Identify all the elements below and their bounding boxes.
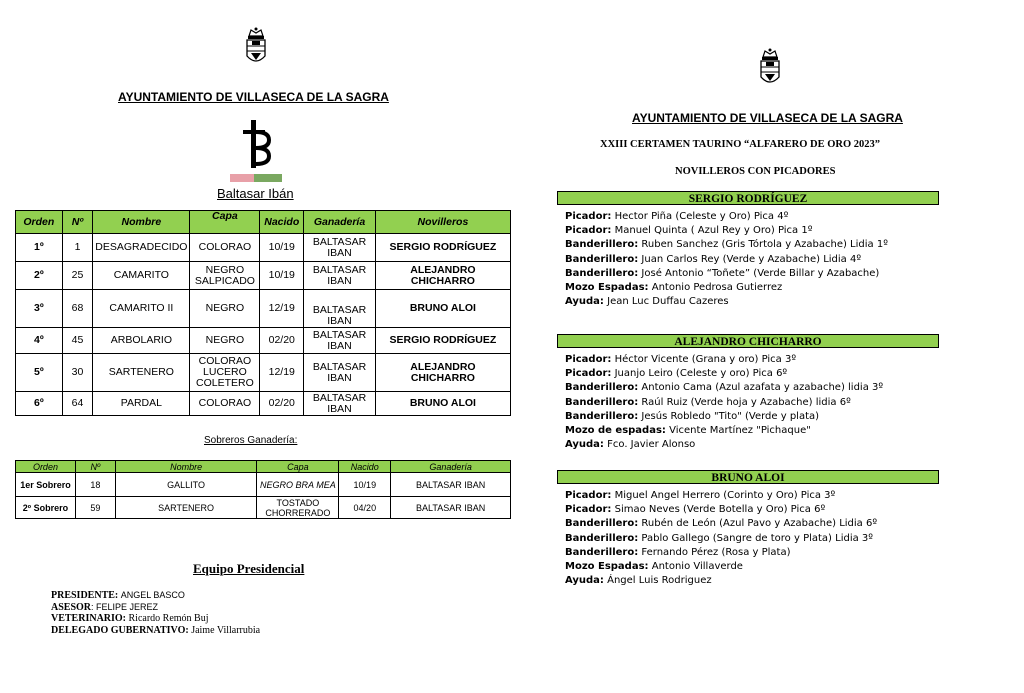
cell-ganaderia: BALTASAR IBAN — [304, 392, 376, 416]
list-item — [565, 381, 883, 395]
bulls-table — [15, 210, 511, 416]
table-row — [16, 354, 511, 392]
role-label: VETERINARIO: — [51, 613, 127, 624]
role-label: Banderillero: — [565, 396, 639, 408]
cell-ganaderia: BALTASAR IBAN — [304, 354, 376, 392]
cell-novillero: ALEJANDRO CHICHARRO — [375, 354, 510, 392]
list-item — [565, 253, 888, 267]
cell-capa: NEGRO BRA MEA — [257, 473, 339, 497]
list-item — [565, 238, 888, 252]
cell-nombre: SARTENERO — [115, 497, 257, 519]
col-nacido: Nacido — [260, 211, 304, 234]
role-label: Banderillero: — [565, 239, 639, 251]
role-label: Picador: — [565, 504, 612, 516]
sobreros-title: Sobreros Ganadería: — [204, 435, 298, 446]
cell-orden: 6º — [16, 392, 63, 416]
member-detail: Simao Neves (Verde Botella y Oro) Pica 6º — [614, 504, 826, 516]
cell-capa: COLORAO LUCERO COLETERO — [190, 354, 260, 392]
role-label: Mozo Espadas: — [565, 282, 649, 294]
cell-nombre: CAMARITO II — [93, 290, 190, 328]
role-label: Picador: — [565, 368, 612, 380]
presidencia-line — [51, 590, 260, 602]
col-novilleros: Novilleros — [375, 211, 510, 234]
role-label: Banderillero: — [565, 518, 639, 530]
col-nombre: Nombre — [115, 461, 257, 473]
col-ganaderia: Ganadería — [304, 211, 376, 234]
cell-novillero: SERGIO RODRÍGUEZ — [375, 328, 510, 354]
cell-capa: TOSTADO CHORRERADO — [257, 497, 339, 519]
cell-numero: 64 — [62, 392, 93, 416]
cell-orden: 2º — [16, 262, 63, 290]
list-item — [565, 489, 877, 503]
municipality-title: AYUNTAMIENTO DE VILLASECA DE LA SAGRA — [118, 90, 389, 104]
person-name: : FELIPE JEREZ — [91, 601, 159, 612]
table-row — [16, 234, 511, 262]
col-orden: Orden — [16, 211, 63, 234]
role-label: Ayuda: — [565, 296, 604, 308]
cell-nacido: 10/19 — [260, 262, 304, 290]
role-label: Mozo Espadas: — [565, 561, 649, 573]
member-detail: Raúl Ruiz (Verde hoja y Azabache) lidia 6º — [641, 396, 851, 408]
col-numero: Nº — [75, 461, 115, 473]
member-detail: Ángel Luis Rodriguez — [607, 575, 712, 587]
role-label: Banderillero: — [565, 267, 639, 279]
member-detail: Juan Carlos Rey (Verde y Azabache) Lidia 4º — [641, 253, 862, 265]
member-detail: Miguel Angel Herrero (Corinto y Oro) Pica 3º — [614, 490, 836, 501]
table-row — [16, 392, 511, 416]
person-name: ANGEL BASCO — [120, 590, 185, 600]
cell-orden: 1º — [16, 234, 63, 262]
member-detail: Juanjo Leiro (Celeste y oro) Pica 6º — [614, 368, 788, 380]
cell-orden: 4º — [16, 328, 63, 354]
cuadrilla-list — [565, 210, 888, 309]
member-detail: Fco. Javier Alonso — [607, 439, 696, 451]
cell-orden: 5º — [16, 354, 63, 392]
member-detail: Hector Piña (Celeste y Oro) Pica 4º — [614, 211, 789, 222]
role-label: Picador: — [565, 490, 612, 501]
list-item — [565, 574, 877, 588]
coat-of-arms-icon — [757, 46, 783, 90]
col-numero: Nº — [62, 211, 93, 234]
member-detail: Héctor Vicente (Grana y oro) Pica 3º — [614, 354, 797, 365]
cell-novillero: BRUNO ALOI — [375, 290, 510, 328]
brand-color-green — [254, 174, 282, 182]
cell-nacido: 04/20 — [339, 497, 391, 519]
presidencia-list — [51, 590, 260, 636]
cuadrilla-header: ALEJANDRO CHICHARRO — [557, 334, 939, 348]
list-item — [565, 396, 883, 410]
cell-ganaderia: BALTASAR IBAN — [304, 290, 376, 328]
cell-nacido: 10/19 — [339, 473, 391, 497]
member-detail: Jesús Robledo "Tito" (Verde y plata) — [641, 410, 820, 422]
role-label: PRESIDENTE: — [51, 590, 119, 601]
role-label: Ayuda: — [565, 575, 604, 587]
cell-numero: 59 — [75, 497, 115, 519]
cell-numero: 25 — [62, 262, 93, 290]
cell-nacido: 02/20 — [260, 392, 304, 416]
table-row — [16, 262, 511, 290]
col-orden: Orden — [16, 461, 76, 473]
list-item — [565, 267, 888, 281]
role-label: ASESOR — [51, 601, 92, 613]
col-ganaderia: Ganadería — [391, 461, 511, 473]
cell-nombre: PARDAL — [93, 392, 190, 416]
cell-capa: NEGRO — [190, 328, 260, 354]
cell-numero: 45 — [62, 328, 93, 354]
col-capa: Capa — [257, 461, 339, 473]
table-header-row — [16, 461, 511, 473]
list-item — [565, 281, 888, 295]
cuadrilla-list — [565, 353, 883, 452]
list-item — [565, 295, 888, 309]
member-detail: Antonio Villaverde — [651, 561, 743, 573]
cell-novillero: SERGIO RODRÍGUEZ — [375, 234, 510, 262]
list-item — [565, 532, 877, 546]
role-label: Banderillero: — [565, 410, 639, 422]
cell-nacido: 12/19 — [260, 354, 304, 392]
cell-nacido: 12/19 — [260, 290, 304, 328]
presidencia-line — [51, 602, 260, 614]
cell-nombre: SARTENERO — [93, 354, 190, 392]
coat-of-arms-icon — [243, 26, 269, 68]
member-detail: Jean Luc Duffau Cazeres — [607, 296, 729, 308]
cell-novillero: ALEJANDRO CHICHARRO — [375, 262, 510, 290]
member-detail: Antonio Pedrosa Gutierrez — [651, 282, 783, 294]
cell-orden: 3º — [16, 290, 63, 328]
role-label: Ayuda: — [565, 439, 604, 451]
cattle-brand-icon — [241, 118, 271, 170]
cell-orden: 2º Sobrero — [16, 497, 76, 519]
role-label: Banderillero: — [565, 532, 639, 544]
cell-capa: COLORAO — [190, 392, 260, 416]
cell-nombre: DESAGRADECIDO — [93, 234, 190, 262]
member-detail: Pablo Gallego (Sangre de toro y Plata) Lidia 3º — [641, 532, 873, 544]
cell-novillero: BRUNO ALOI — [375, 392, 510, 416]
cell-numero: 1 — [62, 234, 93, 262]
role-label: Banderillero: — [565, 546, 639, 558]
role-label: DELEGADO GUBERNATIVO: — [51, 624, 189, 636]
role-label: Picador: — [565, 225, 612, 237]
cuadrilla-list — [565, 489, 877, 588]
presidencia-title: Equipo Presidencial — [193, 561, 305, 576]
member-detail: Rubén de León (Azul Pavo y Azabache) Lidia 6º — [641, 518, 878, 530]
cell-capa: NEGRO — [190, 290, 260, 328]
cell-ganaderia: BALTASAR IBAN — [391, 497, 511, 519]
list-item — [565, 503, 877, 517]
list-item — [565, 560, 877, 574]
member-detail: Fernando Pérez (Rosa y Plata) — [641, 546, 791, 558]
cuadrilla-header: SERGIO RODRÍGUEZ — [557, 191, 939, 205]
cell-capa: COLORAO — [190, 234, 260, 262]
member-detail: José Antonio “Toñete” (Verde Billar y Azabache) — [641, 267, 880, 279]
list-item — [565, 353, 883, 367]
cell-ganaderia: BALTASAR IBAN — [391, 473, 511, 497]
cell-nombre: CAMARITO — [93, 262, 190, 290]
role-label: Picador: — [565, 354, 612, 365]
member-detail: Ruben Sanchez (Gris Tórtola y Azabache) Lidia 1º — [641, 239, 888, 251]
role-label: Picador: — [565, 211, 612, 222]
table-row — [16, 328, 511, 354]
cell-orden: 1er Sobrero — [16, 473, 76, 497]
ganaderia-name: Baltasar Ibán — [217, 186, 294, 201]
cell-numero: 18 — [75, 473, 115, 497]
municipality-title: AYUNTAMIENTO DE VILLASECA DE LA SAGRA — [632, 111, 903, 125]
sobreros-table — [15, 460, 511, 519]
table-header-row — [16, 211, 511, 234]
role-label: Mozo de espadas: — [565, 425, 666, 437]
cuadrilla-header: BRUNO ALOI — [557, 470, 939, 484]
list-item — [565, 438, 883, 452]
member-detail: Vicente Martínez "Pichaque" — [669, 425, 811, 437]
cell-numero: 68 — [62, 290, 93, 328]
cell-numero: 30 — [62, 354, 93, 392]
table-row — [16, 497, 511, 519]
list-item — [565, 224, 888, 238]
role-label: Banderillero: — [565, 253, 639, 265]
category-title: NOVILLEROS CON PICADORES — [675, 166, 836, 177]
list-item — [565, 546, 877, 560]
cell-ganaderia: BALTASAR IBAN — [304, 262, 376, 290]
member-detail: Antonio Cama (Azul azafata y azabache) lidia 3º — [641, 382, 884, 394]
role-label: Banderillero: — [565, 382, 639, 394]
col-capa: Capa — [190, 211, 260, 234]
presidencia-line — [51, 613, 260, 625]
col-nombre: Nombre — [93, 211, 190, 234]
cell-capa: NEGRO SALPICADO — [190, 262, 260, 290]
col-nacido: Nacido — [339, 461, 391, 473]
cell-nacido: 02/20 — [260, 328, 304, 354]
cell-nombre: ARBOLARIO — [93, 328, 190, 354]
list-item — [565, 367, 883, 381]
cell-nombre: GALLITO — [115, 473, 257, 497]
member-detail: Manuel Quinta ( Azul Rey y Oro) Pica 1º — [614, 225, 813, 237]
list-item — [565, 517, 877, 531]
presidencia-line — [51, 625, 260, 637]
person-name: Jaime Villarrubia — [191, 624, 261, 636]
brand-color-pink — [230, 174, 254, 182]
list-item — [565, 410, 883, 424]
cell-ganaderia: BALTASAR IBAN — [304, 234, 376, 262]
list-item — [565, 424, 883, 438]
table-row — [16, 473, 511, 497]
table-row — [16, 290, 511, 328]
cell-nacido: 10/19 — [260, 234, 304, 262]
list-item — [565, 210, 888, 224]
person-name: Ricardo Remón Buj — [128, 613, 209, 624]
certamen-title: XXIII CERTAMEN TAURINO “ALFARERO DE ORO 2023” — [600, 139, 881, 150]
cell-ganaderia: BALTASAR IBAN — [304, 328, 376, 354]
